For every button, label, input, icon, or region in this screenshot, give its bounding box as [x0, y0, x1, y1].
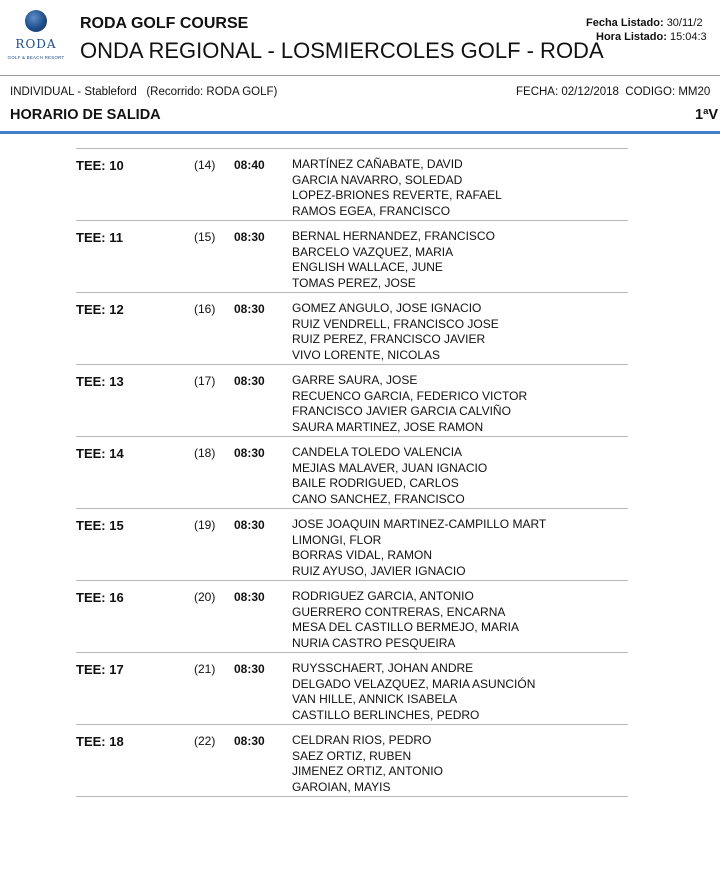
player-name: BORRAS VIDAL, RAMON	[292, 548, 433, 562]
tee-row	[76, 365, 628, 437]
player-name: LIMONGI, FLOR	[292, 532, 382, 547]
player-name: RODRIGUEZ GARCIA, ANTONIO	[292, 589, 474, 603]
tee-time: 08:40	[234, 158, 265, 172]
player-name: CANDELA TOLEDO VALENCIA	[292, 445, 463, 459]
player-name: BERNAL HERNANDEZ, FRANCISCO	[292, 229, 495, 243]
player-name: GARCIA NAVARRO, SOLEDAD	[292, 172, 463, 187]
tee-row	[76, 437, 628, 509]
tee-time: 08:30	[234, 302, 265, 316]
tee-label: TEE: 13	[76, 374, 124, 389]
tee-label: TEE: 14	[76, 446, 124, 461]
player-list	[292, 301, 499, 363]
player-name: RUIZ AYUSO, JAVIER IGNACIO	[292, 563, 466, 578]
tee-group-number: (22)	[194, 734, 216, 748]
player-name: GOMEZ ANGULO, JOSE IGNACIO	[292, 301, 482, 315]
tee-group-number: (20)	[194, 590, 216, 604]
player-name: VIVO LORENTE, NICOLAS	[292, 347, 441, 362]
player-name: CELDRAN RIOS, PEDRO	[292, 733, 432, 747]
tee-group-number: (18)	[194, 446, 216, 460]
player-name: RUIZ PEREZ, FRANCISCO JAVIER	[292, 332, 486, 346]
player-name: RECUENCO GARCIA, FEDERICO VICTOR	[292, 388, 528, 403]
player-list	[292, 733, 443, 795]
player-list	[292, 661, 535, 723]
player-name: BARCELO VAZQUEZ, MARIA	[292, 244, 454, 259]
player-name: CANO SANCHEZ, FRANCISCO	[292, 491, 465, 506]
player-name: LOPEZ-BRIONES REVERTE, RAFAEL	[292, 188, 502, 202]
tee-time: 08:30	[234, 518, 265, 532]
tee-row	[76, 293, 628, 365]
roda-logo	[6, 10, 66, 66]
player-name: SAURA MARTINEZ, JOSE RAMON	[292, 419, 484, 434]
tee-group-number: (17)	[194, 374, 216, 388]
player-list	[292, 589, 519, 651]
hora-listado-label: Hora Listado:	[596, 31, 667, 43]
tee-group-number: (16)	[194, 302, 216, 316]
fecha-listado	[586, 17, 703, 29]
round-label: 1ªV	[695, 107, 719, 123]
competition-info: INDIVIDUAL - Stableford (Recorrido: RODA GOLF)	[10, 86, 278, 98]
tee-time: 08:30	[234, 590, 265, 604]
course-name: RODA GOLF COURSE	[80, 15, 249, 32]
player-list	[292, 517, 546, 579]
tee-label: TEE: 10	[76, 158, 124, 173]
tee-time: 08:30	[234, 446, 265, 460]
player-list	[292, 373, 527, 435]
player-name: ENGLISH WALLACE, JUNE	[292, 260, 443, 274]
event-name: ONDA REGIONAL - LOSMIERCOLES GOLF - RODA	[80, 38, 604, 63]
tee-label: TEE: 11	[76, 230, 123, 245]
logo-wordmark: RODA	[15, 37, 57, 51]
date-code-info: FECHA: 02/12/2018 CODIGO: MM20	[516, 86, 711, 98]
tee-row	[76, 221, 628, 293]
player-name: RUYSSCHAERT, JOHAN ANDRE	[292, 661, 474, 675]
tee-label: TEE: 12	[76, 302, 124, 317]
fecha-listado-value: 30/11/2	[666, 17, 703, 29]
player-name: NURIA CASTRO PESQUEIRA	[292, 635, 456, 650]
player-name: VAN HILLE, ANNICK ISABELA	[292, 692, 458, 706]
globe-icon	[25, 10, 47, 32]
player-name: RAMOS EGEA, FRANCISCO	[292, 203, 451, 218]
player-name: FRANCISCO JAVIER GARCIA CALVIÑO	[292, 404, 511, 418]
tee-label: TEE: 15	[76, 518, 124, 533]
player-name: CASTILLO BERLINCHES, PEDRO	[292, 707, 480, 722]
document-header	[0, 0, 720, 80]
player-name: JOSE JOAQUIN MARTINEZ-CAMPILLO MART	[292, 517, 547, 531]
player-name: BAILE RODRIGUED, CARLOS	[292, 476, 459, 490]
player-list	[292, 157, 502, 219]
logo-subtitle: GOLF & BEACH RESORT	[7, 55, 65, 60]
tee-group-number: (14)	[194, 158, 216, 172]
tee-label: TEE: 16	[76, 590, 124, 605]
section-divider	[0, 131, 720, 134]
tee-label: TEE: 18	[76, 734, 124, 749]
tee-row	[76, 653, 628, 725]
tee-time: 08:30	[234, 230, 265, 244]
player-name: GAROIAN, MAYIS	[292, 779, 391, 794]
player-name: MESA DEL CASTILLO BERMEJO, MARIA	[292, 620, 519, 634]
tee-group-number: (21)	[194, 662, 216, 676]
player-name: GARRE SAURA, JOSE	[292, 373, 418, 387]
header-divider	[0, 75, 720, 76]
player-list	[292, 445, 487, 507]
player-name: TOMAS PEREZ, JOSE	[292, 275, 416, 290]
tee-time: 08:30	[234, 734, 265, 748]
tee-time: 08:30	[234, 374, 265, 388]
player-list	[292, 229, 495, 291]
tee-row	[76, 149, 628, 221]
tee-label: TEE: 17	[76, 662, 124, 677]
tee-row	[76, 581, 628, 653]
fecha-listado-label: Fecha Listado:	[586, 17, 664, 29]
player-name: RUIZ VENDRELL, FRANCISCO JOSE	[292, 316, 499, 331]
tee-row	[76, 725, 628, 797]
player-name: DELGADO VELAZQUEZ, MARIA ASUNCIÓN	[292, 676, 536, 691]
hora-listado	[596, 31, 707, 43]
hora-listado-value: 15:04:3	[669, 31, 707, 43]
tee-row	[76, 509, 628, 581]
section-title: HORARIO DE SALIDA	[10, 107, 161, 123]
player-name: JIMENEZ ORTIZ, ANTONIO	[292, 764, 443, 778]
tee-group-number: (19)	[194, 518, 216, 532]
tee-group-number: (15)	[194, 230, 216, 244]
tee-time: 08:30	[234, 662, 265, 676]
player-name: MEJIAS MALAVER, JUAN IGNACIO	[292, 460, 488, 475]
player-name: SAEZ ORTIZ, RUBEN	[292, 748, 412, 763]
player-name: GUERRERO CONTRERAS, ENCARNA	[292, 604, 506, 619]
player-name: MARTÍNEZ CAÑABATE, DAVID	[292, 157, 463, 171]
tee-time-list	[76, 149, 628, 797]
